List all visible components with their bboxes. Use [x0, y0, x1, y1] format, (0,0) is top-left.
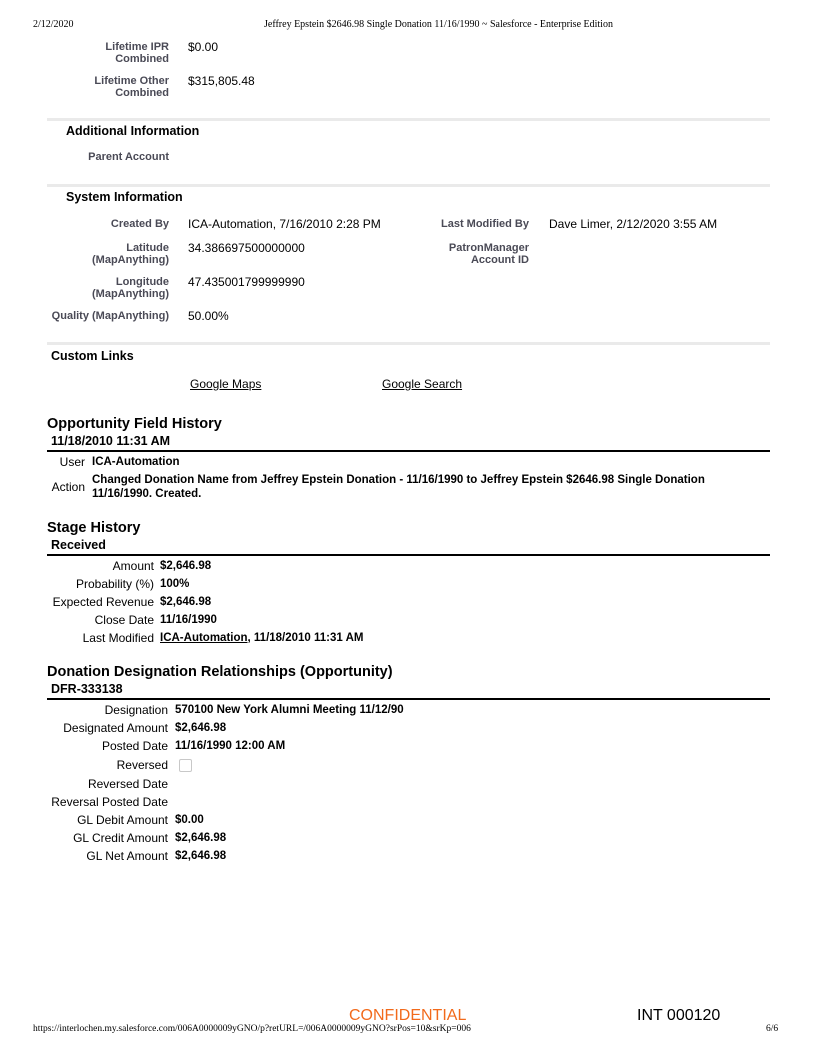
designation-title: Donation Designation Relationships (Opportunity) [47, 664, 393, 680]
lifetime-other-value: $315,805.48 [188, 74, 255, 88]
last-modified-value: Dave Limer, 2/12/2020 3:55 AM [549, 217, 718, 231]
lifetime-ipr-label: Lifetime IPR Combined [105, 41, 169, 65]
gl-credit-label: GL Credit Amount [73, 831, 168, 845]
google-maps-link[interactable]: Google Maps [190, 377, 262, 391]
reversed-date-label: Reversed Date [87, 777, 168, 791]
reversal-posted-date-label: Reversal Posted Date [51, 795, 168, 809]
longitude-value: 47.435001799999990 [188, 275, 305, 289]
gl-net-label: GL Net Amount [86, 849, 168, 863]
posted-date-label: Posted Date [101, 739, 168, 753]
print-title: Jeffrey Epstein $2646.98 Single Donation 11/16/1990 ~ Salesforce - Enterprise Edition [264, 19, 613, 30]
reversed-checkbox[interactable] [179, 759, 192, 772]
designation-record-id: DFR-333138 [51, 682, 123, 696]
posted-date-value: 11/16/1990 12:00 AM [175, 740, 286, 752]
print-page-number: 6/6 [766, 1024, 779, 1034]
quality-value: 50.00% [188, 309, 229, 323]
gl-debit-value: $0.00 [175, 814, 204, 826]
field-history-title: Opportunity Field History [47, 416, 222, 432]
print-url: https://interlochen.my.salesforce.com/006A0000009yGNO/p?retURL=/006A0000009yGNO?srPos=10&srKp=006 [33, 1024, 471, 1034]
lifetime-other-label: Lifetime Other Combined [94, 75, 169, 99]
designated-amount-value: $2,646.98 [175, 722, 227, 734]
google-search-link[interactable]: Google Search [382, 377, 463, 391]
longitude-label: Longitude (MapAnything) [92, 276, 169, 300]
field-history-timestamp: 11/18/2010 11:31 AM [51, 434, 171, 448]
probability-value: 100% [160, 578, 190, 590]
last-modified-stage-label: Last Modified [82, 631, 154, 645]
section-divider [47, 118, 770, 121]
history-action-value: Changed Donation Name from Jeffrey Epstein Donation - 11/16/1990 to Jeffrey Epstein $2646.98 Single Donation 11/16/1990. Created. [92, 474, 705, 500]
confidential-stamp: CONFIDENTIAL [349, 1007, 467, 1024]
field-history-rule [47, 450, 770, 452]
stage-name: Received [51, 538, 106, 552]
amount-label: Amount [112, 559, 154, 573]
system-info-title: System Information [66, 190, 183, 204]
expected-revenue-value: $2,646.98 [160, 596, 212, 608]
created-by-label: Created By [110, 218, 169, 230]
history-user-value: ICA-Automation [92, 456, 180, 468]
gl-debit-label: GL Debit Amount [77, 813, 168, 827]
modified-user-link[interactable]: ICA-Automation [160, 632, 248, 644]
last-modified-stage-value [160, 631, 363, 645]
gl-net-value: $2,646.98 [175, 850, 227, 862]
reversed-label: Reversed [116, 758, 168, 772]
section-divider [47, 342, 770, 345]
designation-rule [47, 698, 770, 700]
amount-value: $2,646.98 [160, 560, 212, 572]
history-user-label: User [59, 455, 85, 469]
additional-info-title: Additional Information [66, 124, 200, 138]
created-by-value: ICA-Automation, 7/16/2010 2:28 PM [188, 217, 381, 231]
print-date: 2/12/2020 [33, 19, 74, 30]
last-modified-label: Last Modified By [440, 218, 529, 230]
close-date-label: Close Date [94, 613, 154, 627]
section-divider [47, 184, 770, 187]
gl-credit-value: $2,646.98 [175, 832, 227, 844]
stage-history-title: Stage History [47, 520, 141, 536]
expected-revenue-label: Expected Revenue [52, 595, 154, 609]
lifetime-ipr-value: $0.00 [188, 40, 219, 54]
designation-label: Designation [104, 703, 168, 717]
latitude-label: Latitude (MapAnything) [92, 242, 169, 266]
designated-amount-label: Designated Amount [63, 721, 168, 735]
designation-value: 570100 New York Alumni Meeting 11/12/90 [175, 704, 404, 716]
latitude-value: 34.386697500000000 [188, 241, 305, 255]
close-date-value: 11/16/1990 [160, 614, 217, 626]
custom-links-title: Custom Links [51, 349, 134, 363]
quality-label: Quality (MapAnything) [51, 310, 169, 322]
parent-account-label: Parent Account [88, 151, 169, 163]
modified-timestamp: , 11/18/2010 11:31 AM [247, 632, 364, 644]
history-action-label: Action [51, 480, 85, 494]
bates-number: INT 000120 [637, 1007, 721, 1024]
probability-label: Probability (%) [75, 577, 154, 591]
patron-account-id-label: PatronManager Account ID [448, 242, 529, 266]
stage-history-rule [47, 554, 770, 556]
